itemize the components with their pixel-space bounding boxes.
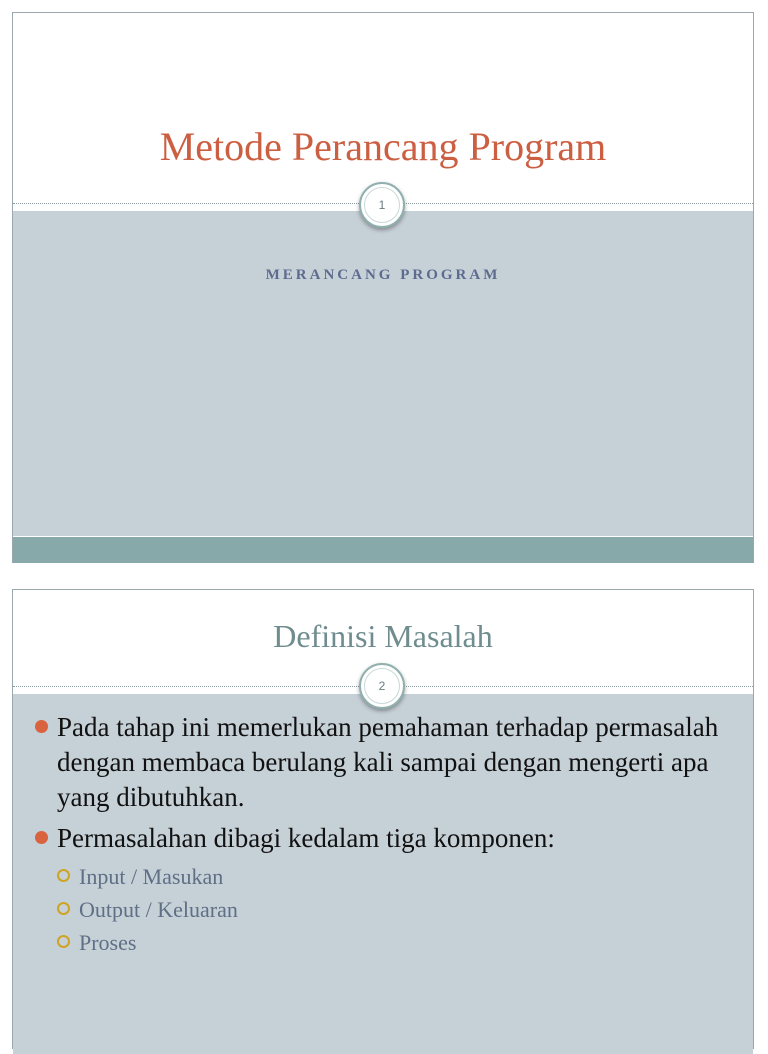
sub-bullet-text: Input / Masukan bbox=[79, 864, 224, 889]
slide-1[interactable] bbox=[12, 12, 754, 563]
slide-number-badge bbox=[359, 663, 405, 709]
ring-bullet-icon bbox=[57, 902, 70, 915]
bullet-text: Pada tahap ini memerlukan pemahaman terhadap permasalah dengan membaca berulang kali sampai dengan mengerti apa yang dibutuhkan. bbox=[57, 712, 719, 812]
sub-bullet-item bbox=[35, 895, 733, 924]
slide-2-content bbox=[35, 710, 733, 957]
ring-bullet-icon bbox=[57, 869, 70, 882]
slide-1-footer-band bbox=[13, 537, 753, 563]
bullet-dot-icon bbox=[35, 831, 48, 844]
sub-bullet-text: Output / Keluaran bbox=[79, 897, 238, 922]
sub-bullet-item bbox=[35, 862, 733, 891]
sub-bullet-text: Proses bbox=[79, 930, 137, 955]
bullet-text: Permasalahan dibagi kedalam tiga komponen: bbox=[57, 823, 555, 853]
slide-1-subtitle: MERANCANG PROGRAM bbox=[265, 267, 501, 283]
bullet-dot-icon bbox=[35, 720, 48, 733]
bullet-item bbox=[35, 710, 733, 815]
slide-2-title: Definisi Masalah bbox=[273, 618, 493, 654]
sub-bullet-item bbox=[35, 928, 733, 957]
ring-bullet-icon bbox=[57, 935, 70, 948]
slide-number: 2 bbox=[378, 679, 386, 693]
slide-2[interactable] bbox=[12, 589, 754, 1049]
slide-number: 1 bbox=[378, 198, 386, 212]
bullet-item bbox=[35, 821, 733, 856]
slide-1-header bbox=[13, 13, 753, 203]
slide-1-body bbox=[13, 211, 753, 536]
slide-1-title: Metode Perancang Program bbox=[159, 124, 607, 169]
slide-number-badge bbox=[359, 182, 405, 228]
